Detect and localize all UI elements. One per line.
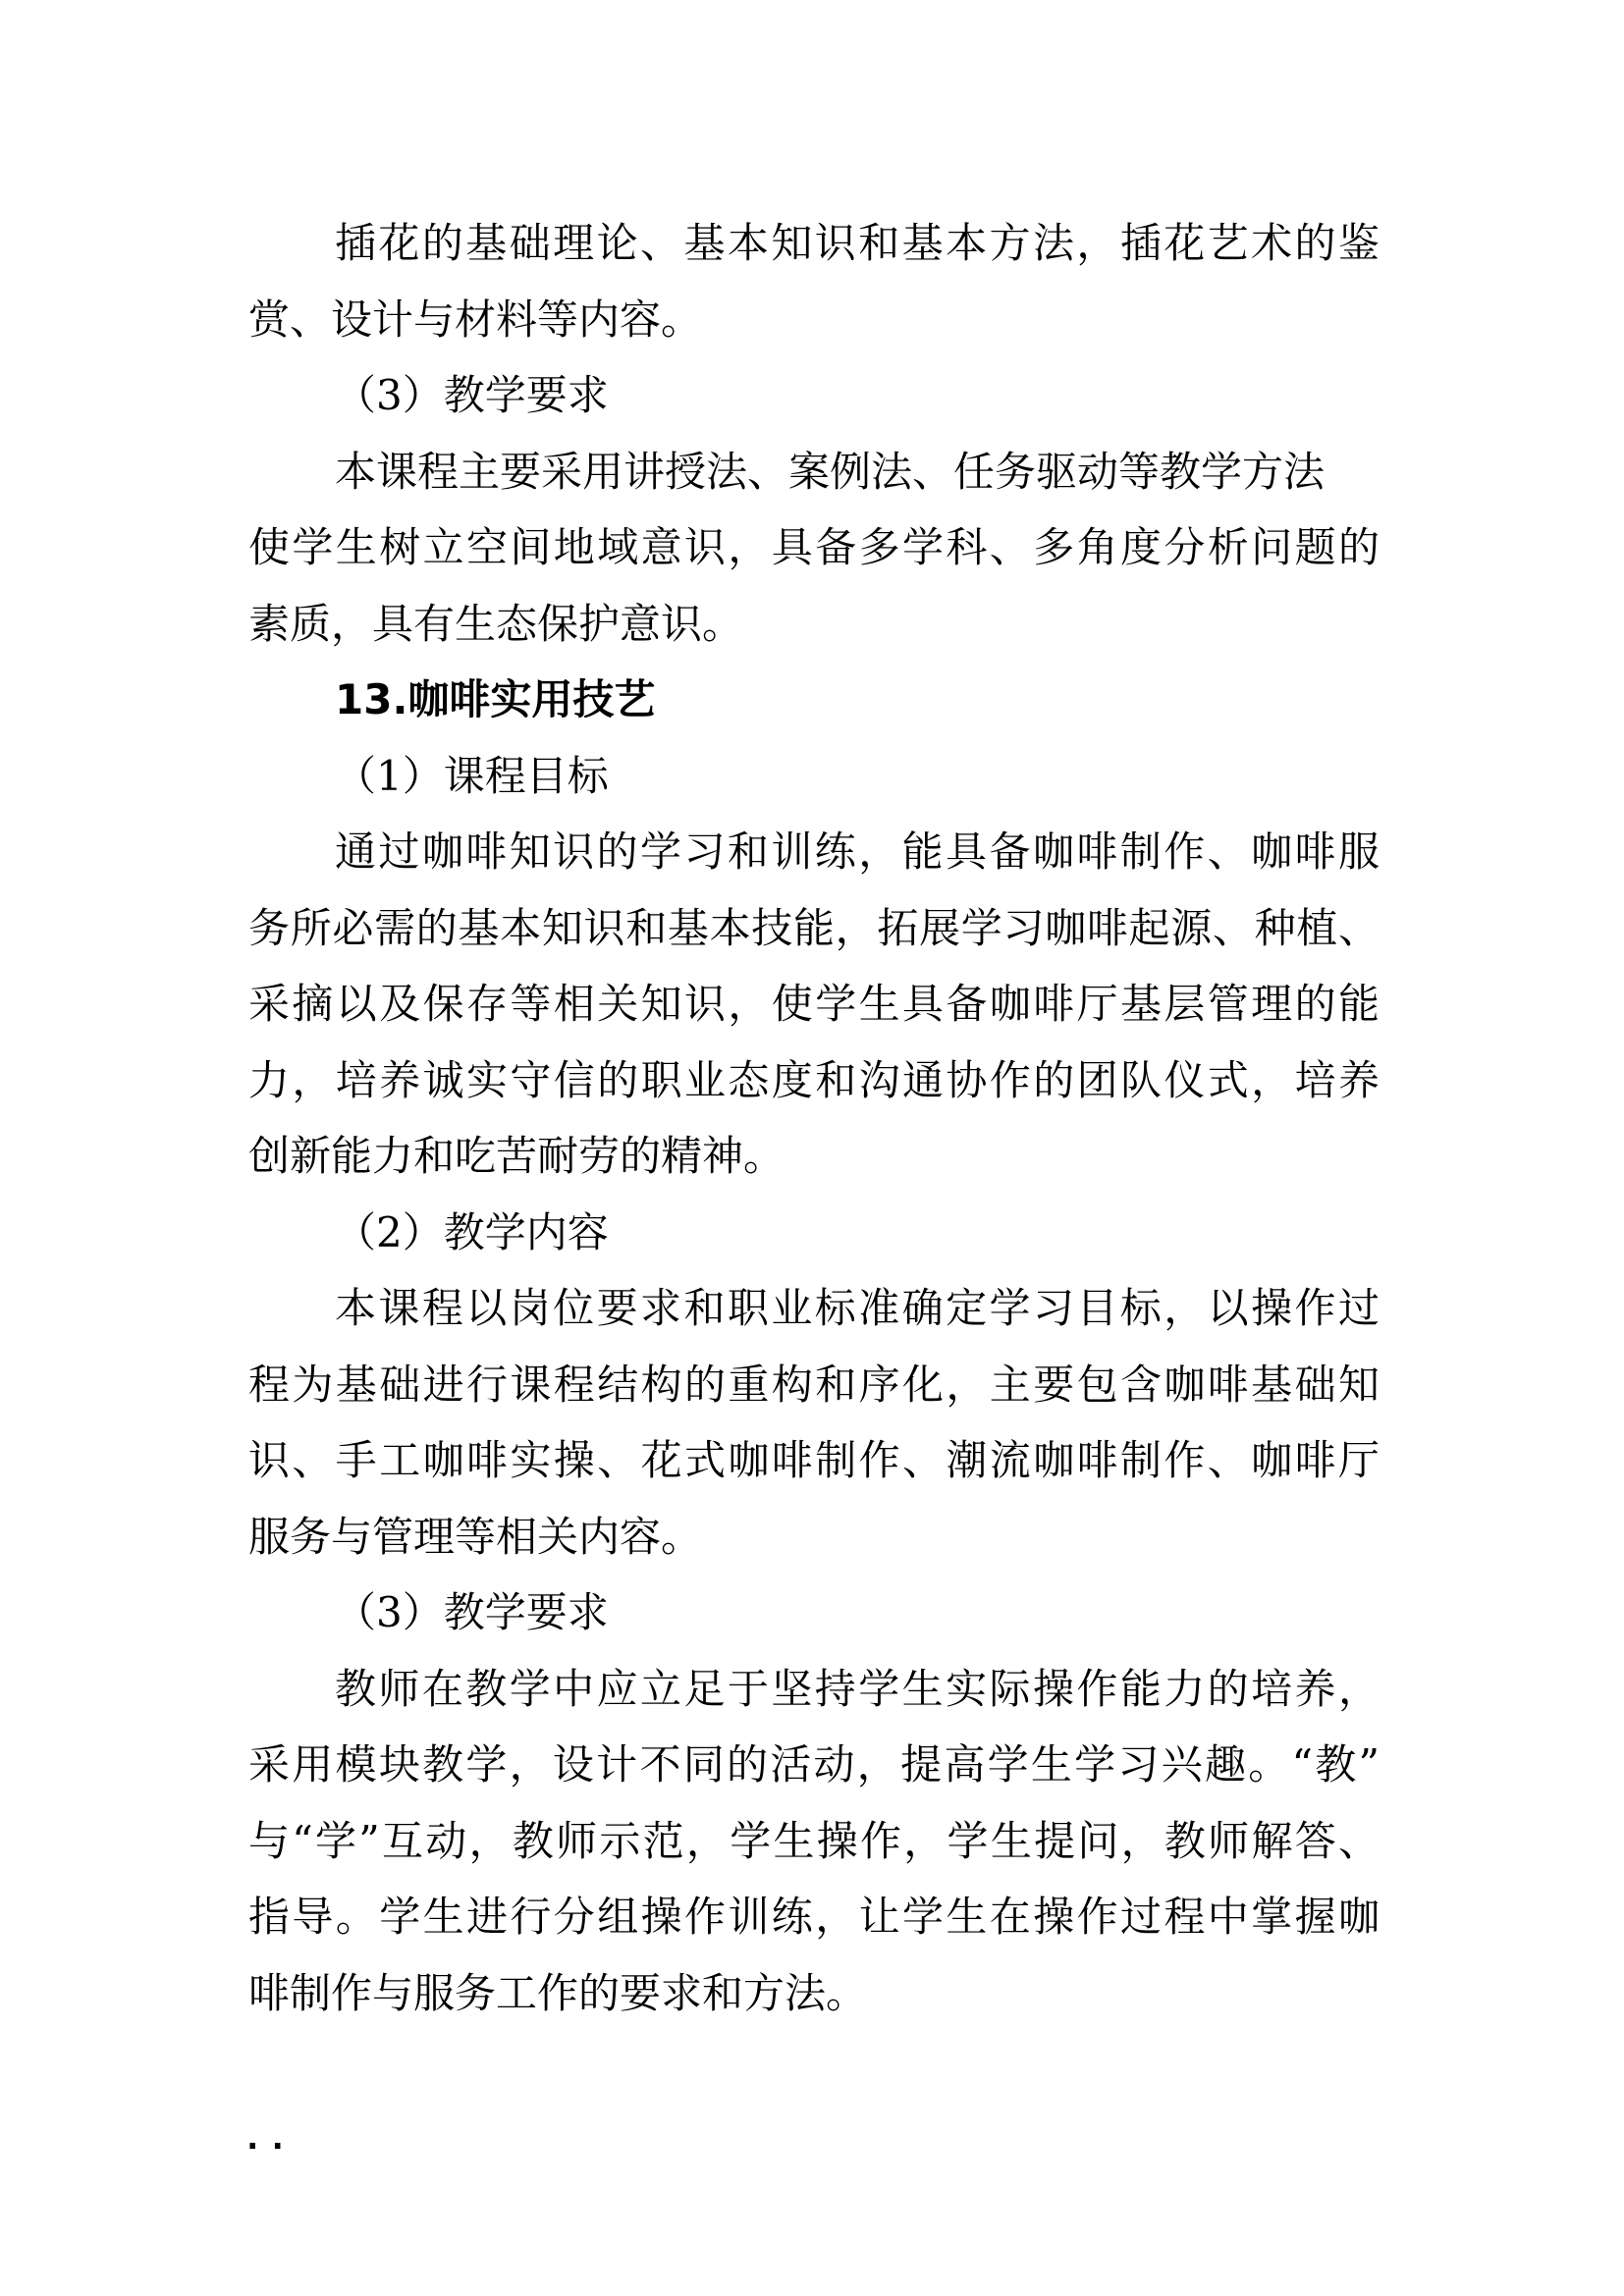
text-line: 程为基础进行课程结构的重构和序化，主要包含咖啡基础知 — [248, 1360, 1380, 1409]
text-line: 采用模块教学，设计不同的活动，提高学生学习兴趣。“教” — [248, 1740, 1380, 1789]
section-heading: 13.咖啡实用技艺 — [335, 675, 656, 723]
text-line: 本课程以岗位要求和职业标准确定学习目标，以操作过 — [335, 1284, 1380, 1332]
text-line: 素质，具有生态保护意识。 — [248, 599, 744, 648]
text-line: 通过咖啡知识的学习和训练，能具备咖啡制作、咖啡服 — [335, 828, 1380, 876]
text-line: 采摘以及保存等相关知识，使学生具备咖啡厅基层管理的能 — [248, 980, 1380, 1028]
text-line: 务所必需的基本知识和基本技能，拓展学习咖啡起源、种植、 — [248, 903, 1380, 952]
text-line: 使学生树立空间地域意识，具备多学科、多角度分析问题的 — [248, 523, 1380, 571]
text-line: 服务与管理等相关内容。 — [248, 1512, 703, 1561]
subsection-label: （3）教学要求 — [335, 1588, 609, 1636]
text-line: 创新能力和吃苦耐劳的精神。 — [248, 1132, 785, 1180]
text-line: 识、手工咖啡实操、花式咖啡制作、潮流咖啡制作、咖啡厅 — [248, 1436, 1380, 1484]
text-line: 插花的基础理论、基本知识和基本方法，插花艺术的鉴 — [335, 219, 1380, 267]
page-bottom-mark: .. — [243, 2118, 293, 2158]
text-line: 与“学”互动，教师示范，学生操作，学生提问，教师解答、 — [248, 1816, 1380, 1865]
text-line: 啡制作与服务工作的要求和方法。 — [248, 1968, 868, 2017]
text-line: 赏、设计与材料等内容。 — [248, 294, 703, 344]
text-line: 力，培养诚实守信的职业态度和沟通协作的团队仪式，培养 — [248, 1055, 1380, 1104]
text-line: 指导。学生进行分组操作训练，让学生在操作过程中掌握咖 — [248, 1893, 1380, 1941]
text-line: 教师在教学中应立足于坚持学生实际操作能力的培养， — [335, 1664, 1380, 1713]
document-body — [248, 205, 1380, 2031]
subsection-label: （1）课程目标 — [335, 751, 609, 800]
subsection-label: （2）教学内容 — [335, 1207, 609, 1256]
subsection-label: （3）教学要求 — [335, 371, 609, 419]
text-line: 本课程主要采用讲授法、案例法、任务驱动等教学方法 — [335, 447, 1326, 496]
